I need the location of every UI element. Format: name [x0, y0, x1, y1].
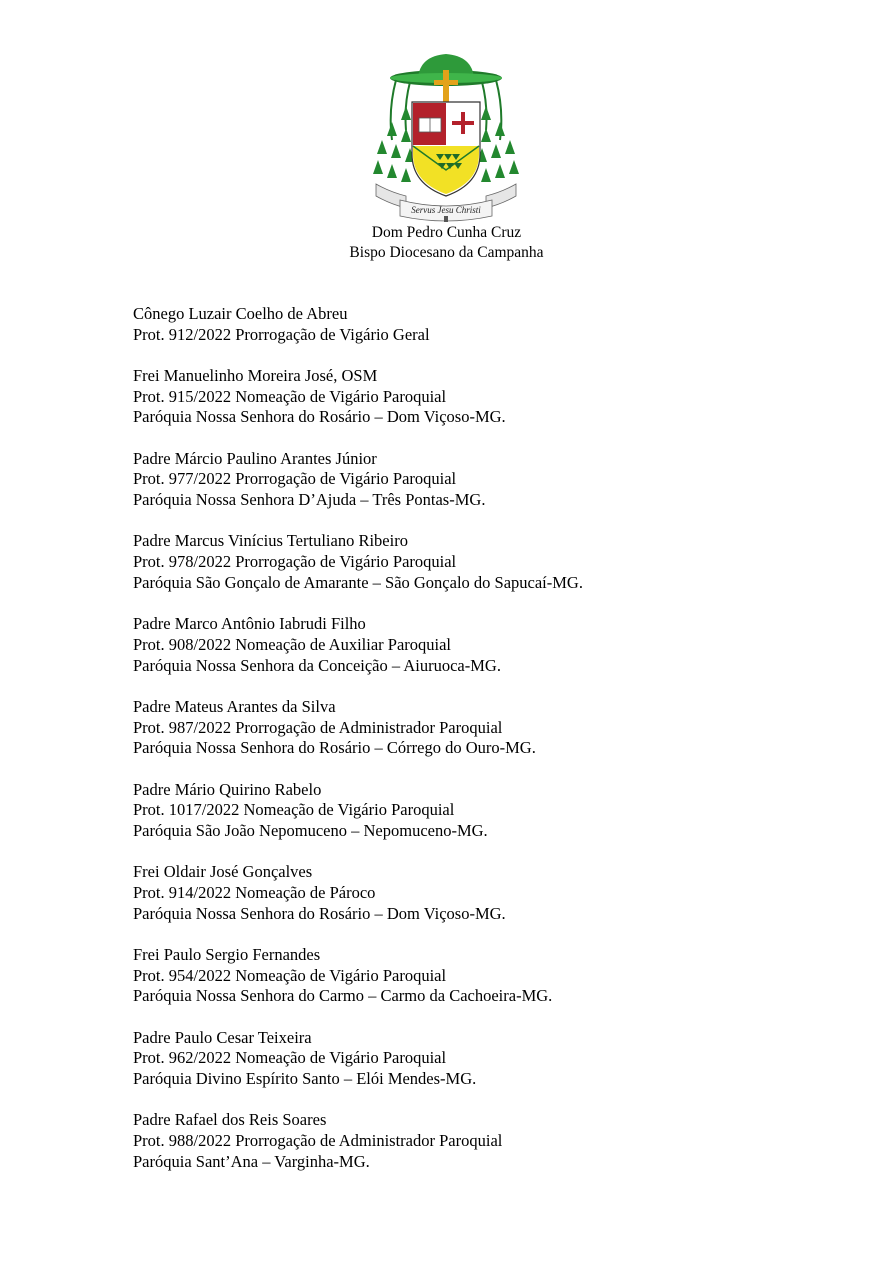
bishop-title: Bispo Diocesano da Campanha: [349, 244, 544, 261]
person-name: Padre Márcio Paulino Arantes Júnior: [133, 448, 377, 468]
person-name: Padre Mateus Arantes da Silva: [133, 696, 336, 716]
protocol-line: Prot. 988/2022 Prorrogação de Administrador Paroquial: [133, 1131, 503, 1151]
protocol-line: Prot. 914/2022 Nomeação de Pároco: [133, 882, 376, 902]
person-name: Padre Rafael dos Reis Soares: [133, 1110, 327, 1130]
list-item: [133, 531, 853, 593]
person-name: Padre Mário Quirino Rabelo: [133, 779, 322, 799]
person-name: Frei Oldair José Gonçalves: [133, 862, 313, 882]
coat-of-arms-logo: [370, 50, 522, 222]
protocol-line: Prot. 1017/2022 Nomeação de Vigário Paroquial: [133, 800, 455, 820]
list-item: [133, 862, 853, 924]
document-header: [0, 223, 893, 263]
protocol-line: Prot. 954/2022 Nomeação de Vigário Paroquial: [133, 965, 447, 985]
protocol-line: Prot. 912/2022 Prorrogação de Vigário Geral: [133, 324, 430, 344]
parish-line: Paróquia Nossa Senhora da Conceição – Aiuruoca-MG.: [133, 655, 501, 675]
list-item: [133, 780, 853, 842]
person-name: Frei Paulo Sergio Fernandes: [133, 944, 321, 964]
list-item: [133, 697, 853, 759]
person-name: Padre Paulo Cesar Teixeira: [133, 1027, 312, 1047]
list-item: [133, 304, 853, 345]
list-item: [133, 1110, 853, 1172]
person-name: Frei Manuelinho Moreira José, OSM: [133, 366, 378, 385]
list-item: [133, 945, 853, 1007]
list-item: [133, 614, 853, 676]
parish-line: Paróquia Nossa Senhora do Rosário – Córrego do Ouro-MG.: [133, 738, 536, 758]
person-name: Padre Marcus Vinícius Tertuliano Ribeiro: [133, 531, 408, 551]
parish-line: Paróquia São João Nepomuceno – Nepomuceno-MG.: [133, 820, 488, 840]
provisions-list: [133, 304, 853, 1193]
list-item: [133, 449, 853, 511]
parish-line: Paróquia Sant’Ana – Varginha-MG.: [133, 1151, 370, 1171]
protocol-line: Prot. 987/2022 Prorrogação de Administrador Paroquial: [133, 717, 503, 737]
motto-text: Servus Jesu Christi: [411, 205, 481, 215]
protocol-line: Prot. 977/2022 Prorrogação de Vigário Paroquial: [133, 469, 457, 489]
list-item: [133, 1028, 853, 1090]
parish-line: Paróquia Nossa Senhora do Carmo – Carmo da Cachoeira-MG.: [133, 986, 553, 1006]
parish-line: Paróquia São Gonçalo de Amarante – São Gonçalo do Sapucaí-MG.: [133, 572, 583, 592]
person-name: Padre Marco Antônio Iabrudi Filho: [133, 614, 366, 634]
person-name: Cônego Luzair Coelho de Abreu: [133, 304, 348, 323]
protocol-line: Prot. 962/2022 Nomeação de Vigário Paroquial: [133, 1048, 447, 1068]
list-item: [133, 366, 853, 428]
parish-line: Paróquia Nossa Senhora do Rosário – Dom Viçoso-MG.: [133, 407, 506, 427]
parish-line: Paróquia Nossa Senhora D’Ajuda – Três Pontas-MG.: [133, 490, 486, 510]
protocol-line: Prot. 908/2022 Nomeação de Auxiliar Paroquial: [133, 634, 452, 654]
parish-line: Paróquia Nossa Senhora do Rosário – Dom Viçoso-MG.: [133, 903, 506, 923]
parish-line: Paróquia Divino Espírito Santo – Elói Mendes-MG.: [133, 1069, 477, 1089]
protocol-line: Prot. 978/2022 Prorrogação de Vigário Paroquial: [133, 552, 457, 572]
bishop-name: Dom Pedro Cunha Cruz: [371, 224, 522, 241]
protocol-line: Prot. 915/2022 Nomeação de Vigário Paroquial: [133, 386, 447, 406]
